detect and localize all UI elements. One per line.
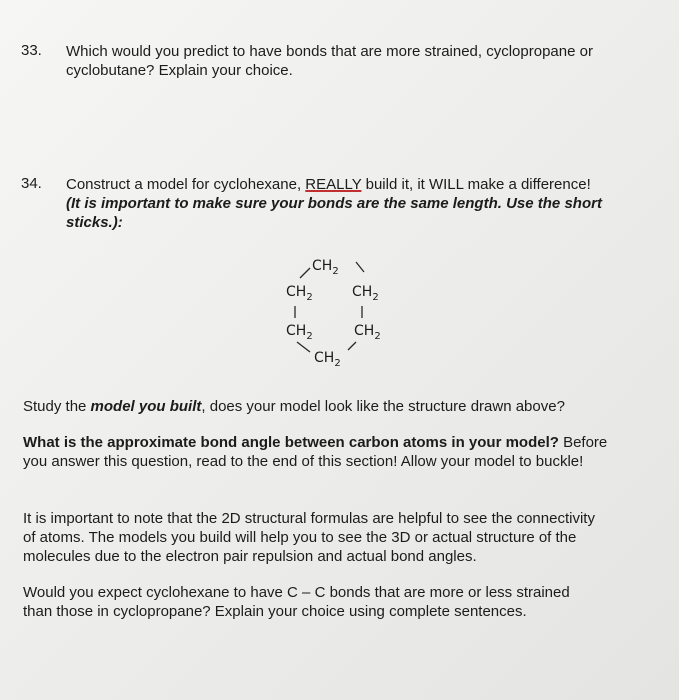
ch2-top: $CH_2$ <box>312 258 339 277</box>
study-question <box>23 397 663 416</box>
question-34-line-1-end: build it, it WILL make a difference! <box>361 176 591 193</box>
ch2-upper-left: $CH_2$ <box>286 284 313 303</box>
bond-top-left <box>300 268 310 278</box>
final-question <box>23 583 668 621</box>
bond-angle-question <box>23 433 663 471</box>
ch2-upper-right: $CH_2$ <box>352 284 379 303</box>
note-paragraph <box>23 509 668 566</box>
final-question-line-2: than those in cyclopropane? Explain your choice using complete sentences. <box>23 603 527 620</box>
question-33-number: 33. <box>21 42 42 59</box>
study-text-end: , does your model look like the structure drawn above? <box>201 398 565 415</box>
ch2-lower-right: $CH_2$ <box>354 323 381 342</box>
really-emphasis: REALLY <box>305 176 362 193</box>
study-text-start: Study the <box>23 398 91 415</box>
note-line-3: molecules due to the electron pair repulsion and actual bond angles. <box>23 548 477 565</box>
bond-angle-bold: What is the approximate bond angle between carbon atoms in your model? <box>23 434 559 451</box>
question-33-text <box>66 42 666 80</box>
question-34-line-1 <box>66 175 666 194</box>
question-34-line-2: (It is important to make sure your bonds are the same length. Use the short <box>66 195 602 212</box>
note-line-1: It is important to note that the 2D structural formulas are helpful to see the connectivity <box>23 510 595 527</box>
bond-angle-line-1 <box>23 433 663 452</box>
question-34-text <box>66 175 666 232</box>
question-33-line-1: Which would you predict to have bonds that are more strained, cyclopropane or <box>66 43 593 60</box>
ch2-bottom: $CH_2$ <box>314 350 341 369</box>
question-34-line-3: sticks.): <box>66 214 123 231</box>
bond-top-right <box>356 262 364 272</box>
bond-bottom-left <box>297 342 310 352</box>
bond-angle-line-2: you answer this question, read to the end of this section! Allow your model to buckle! <box>23 453 584 470</box>
bond-bottom-right <box>348 342 356 350</box>
question-34-number: 34. <box>21 175 42 192</box>
model-you-built-emphasis: model you built <box>90 398 202 415</box>
cyclohexane-structure <box>270 248 410 378</box>
question-34-line-1-start: Construct a model for cyclohexane, <box>66 176 306 193</box>
ch2-lower-left: $CH_2$ <box>286 323 313 342</box>
bond-angle-before: Before <box>558 434 608 451</box>
final-question-line-1: Would you expect cyclohexane to have C – C bonds that are more or less strained <box>23 584 570 601</box>
note-line-2: of atoms. The models you build will help you to see the 3D or actual structure of the <box>23 529 577 546</box>
question-33-line-2: cyclobutane? Explain your choice. <box>66 62 293 79</box>
